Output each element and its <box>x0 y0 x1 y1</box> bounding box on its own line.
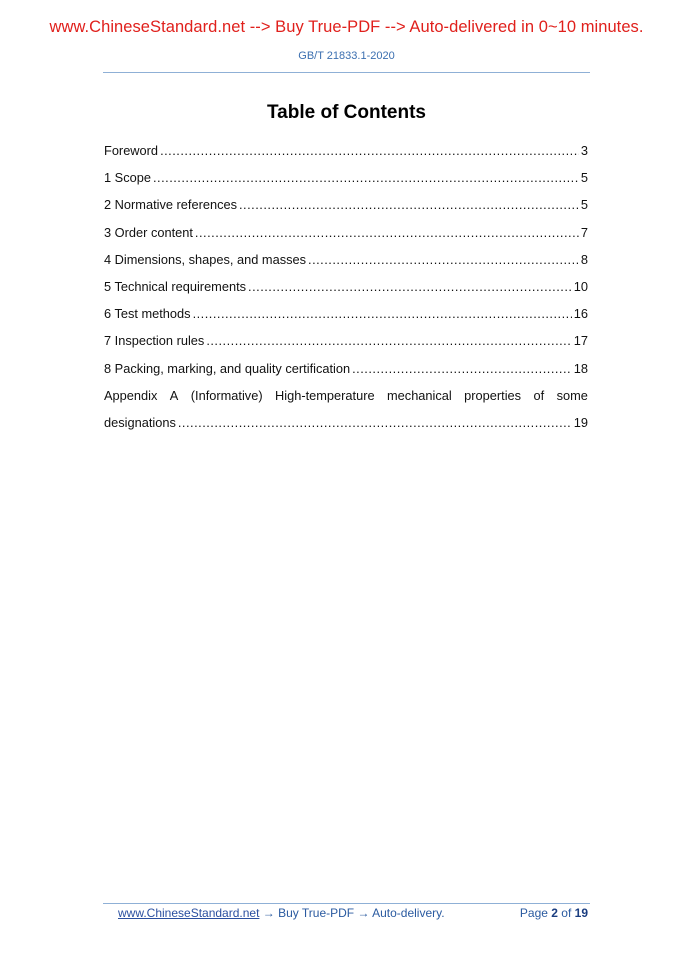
toc-leader-dots <box>248 279 572 294</box>
toc-leader-dots <box>193 306 572 321</box>
toc-entry-page: 8 <box>580 251 588 267</box>
toc-leader-dots <box>178 415 572 430</box>
toc-appendix-word: A <box>169 387 179 403</box>
footer-promo <box>118 906 445 920</box>
toc-leader-dots <box>239 197 579 212</box>
toc-entry-page: 19 <box>573 414 588 430</box>
toc-entry-page: 18 <box>573 360 588 376</box>
toc-entry-page: 17 <box>573 333 588 349</box>
toc-entry-packing-marking[interactable] <box>104 361 588 388</box>
toc-entry-page: 10 <box>573 278 588 294</box>
page-current: 2 <box>551 906 558 920</box>
toc-entry-normative-references[interactable] <box>104 197 588 224</box>
toc-leader-dots <box>153 170 579 185</box>
toc-entry-dimensions[interactable] <box>104 252 588 279</box>
toc-appendix-word: mechanical <box>387 387 452 403</box>
toc-entry-label: 1 Scope <box>104 170 151 186</box>
toc-leader-dots <box>206 333 571 348</box>
toc-entry-test-methods[interactable] <box>104 306 588 333</box>
page-prefix: Page <box>519 906 552 920</box>
toc-leader-dots <box>308 252 579 267</box>
toc-entry-appendix-a[interactable] <box>104 388 588 415</box>
table-of-contents <box>104 143 588 442</box>
toc-entry-inspection-rules[interactable] <box>104 333 588 360</box>
toc-leader-dots <box>352 361 572 376</box>
toc-entry-order-content[interactable] <box>104 225 588 252</box>
toc-entry-label: 3 Order content <box>104 224 193 240</box>
header-divider <box>103 72 590 73</box>
toc-entry-page: 5 <box>580 197 588 213</box>
top-banner[interactable]: www.ChineseStandard.net --> Buy True-PDF --> Auto-delivered in 0~10 minutes. <box>49 18 644 36</box>
page-total: 19 <box>574 906 588 920</box>
toc-appendix-word: of <box>533 387 545 403</box>
toc-appendix-word: Appendix <box>104 387 158 403</box>
toc-appendix-word: properties <box>464 387 522 403</box>
toc-entry-label: designations <box>104 414 176 430</box>
toc-entry-label: 4 Dimensions, shapes, and masses <box>104 251 307 267</box>
toc-entry-page: 7 <box>580 224 588 240</box>
toc-entry-label: 2 Normative references <box>104 197 237 213</box>
page-footer <box>118 906 588 920</box>
toc-entry-page: 16 <box>573 306 588 322</box>
toc-entry-label: 6 Test methods <box>104 306 191 322</box>
toc-leader-dots <box>195 225 579 240</box>
toc-entry-label: 7 Inspection rules <box>104 333 205 349</box>
toc-entry-appendix-a-continued[interactable] <box>104 415 588 442</box>
page-of: of <box>557 906 575 920</box>
toc-appendix-word: (Informative) <box>190 387 263 403</box>
footer-site-link[interactable]: www.ChineseStandard.net <box>118 906 260 920</box>
footer-divider <box>103 903 590 904</box>
toc-entry-page: 5 <box>580 170 588 186</box>
toc-entry-foreword[interactable] <box>104 143 588 170</box>
standard-number: GB/T 21833.1-2020 <box>298 50 395 62</box>
footer-promo-text: → Buy True-PDF → Auto-delivery. <box>259 906 445 920</box>
toc-entry-scope[interactable] <box>104 170 588 197</box>
toc-entry-label: 8 Packing, marking, and quality certification <box>104 360 351 376</box>
page-title: Table of Contents <box>266 102 427 123</box>
toc-appendix-word: some <box>556 387 588 403</box>
toc-appendix-word: High-temperature <box>275 387 375 403</box>
toc-entry-technical-requirements[interactable] <box>104 279 588 306</box>
toc-entry-label: Foreword <box>104 143 159 158</box>
toc-leader-dots <box>160 143 579 158</box>
toc-entry-label: 5 Technical requirements <box>104 278 247 294</box>
page-number <box>520 906 588 920</box>
toc-entry-page: 3 <box>580 143 588 158</box>
